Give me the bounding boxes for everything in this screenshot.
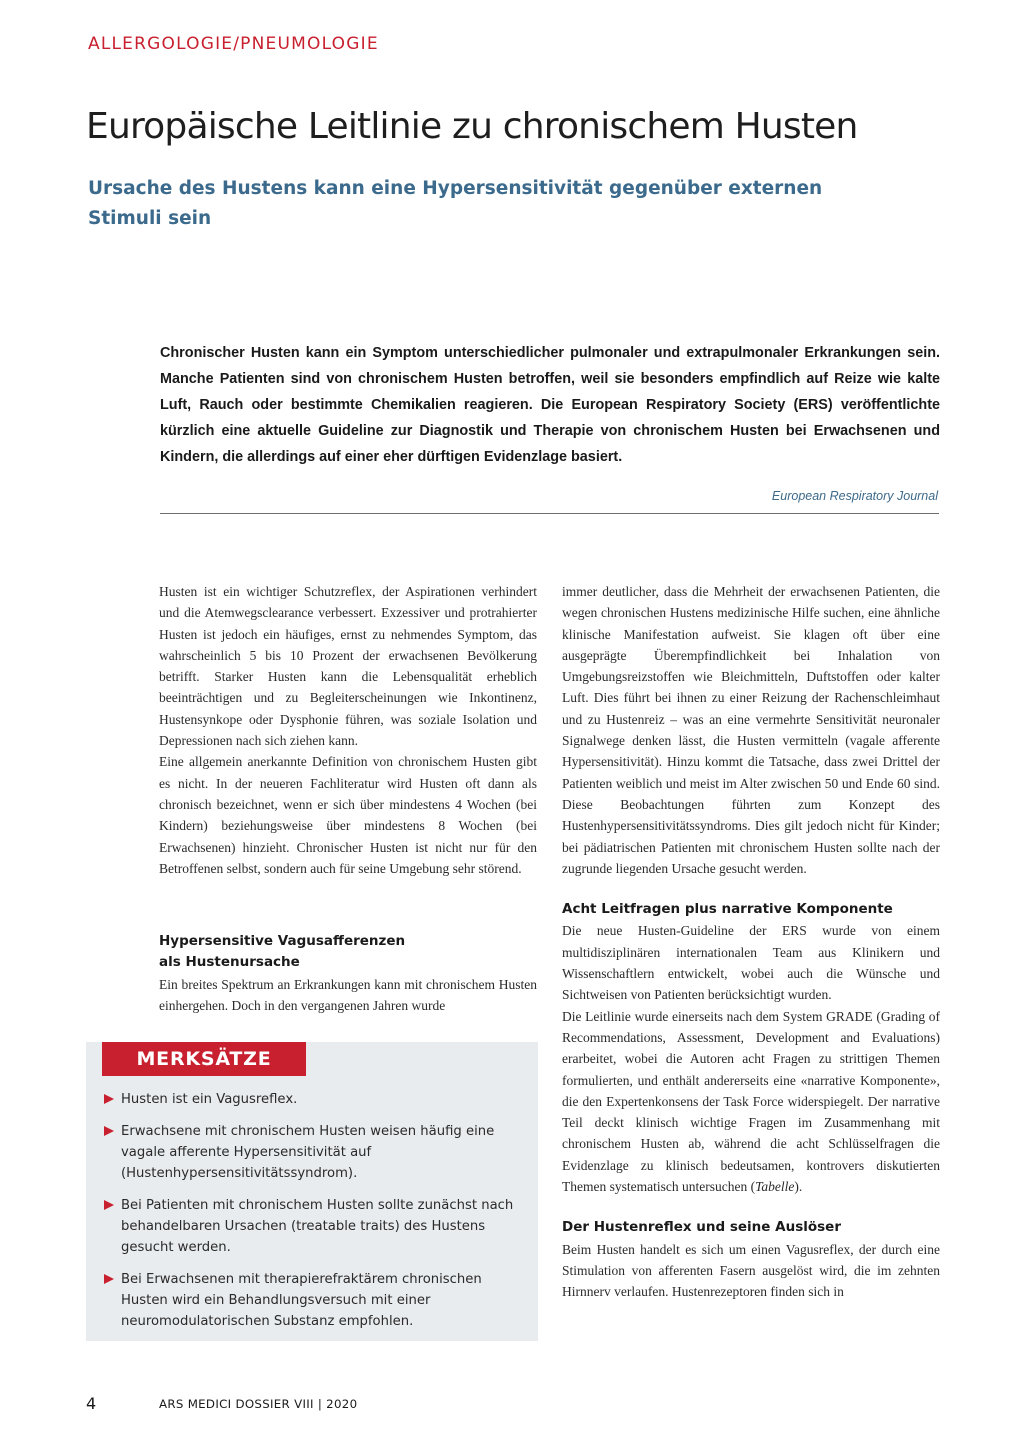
key-points-list bbox=[104, 1089, 524, 1343]
key-point-text: Bei Patienten mit chronischem Husten sollte zunächst nach behandelbaren Ursachen (treatable traits) des Hustens gesucht werden. bbox=[121, 1198, 514, 1255]
body-paragraph: Ein breites Spektrum an Erkrankungen kann mit chronischem Husten einhergehen. Doch in den vergangenen Jahren wurde bbox=[159, 976, 537, 1013]
key-point-item bbox=[104, 1269, 524, 1332]
key-point-item bbox=[104, 1121, 524, 1184]
divider-line bbox=[160, 513, 939, 514]
body-paragraph: Die neue Husten-Guideline der ERS wurde von einem multidisziplinären internationalen Team aus Klinikern und Wissenschaftlern entwickelt, wobei auch die Wünsche und Sichtweisen von Patienten berücksichtigt wurden. bbox=[562, 923, 940, 1003]
body-text: ). bbox=[794, 1179, 803, 1195]
page-number: 4 bbox=[86, 1394, 97, 1413]
journal-footer: ARS MEDICI DOSSIER VIII | 2020 bbox=[159, 1397, 358, 1411]
spacer bbox=[562, 1197, 940, 1217]
key-point-text: Bei Erwachsenen mit therapierefraktärem chronischen Husten wird ein Behandlungsversuch mit einer neuromodulatorischen Substanz empfohlen. bbox=[121, 1272, 482, 1329]
section-heading-line: als Hustenursache bbox=[159, 954, 300, 971]
article-subtitle: Ursache des Hustens kann eine Hypersensitivität gegenüber externen Stimuli sein bbox=[88, 178, 823, 229]
section-heading: Der Hustenreflex und seine Auslöser bbox=[562, 1219, 841, 1236]
triangle-bullet-icon bbox=[104, 1126, 114, 1136]
section-heading bbox=[159, 931, 537, 974]
triangle-bullet-icon bbox=[104, 1200, 114, 1210]
lead-paragraph: Chronischer Husten kann ein Symptom unterschiedlicher pulmonaler und extrapulmonaler Erkrankungen sein. Manche Patienten sind von chronischem Husten betroffen, weil sie besonders empfindlich auf Reize wie kalte Luft, Rauch oder bestimmte Chemikalien reagieren. Die European Respiratory Society (ERS) veröffentlichte kürzlich eine aktuelle Guideline zur Diagnostik und Therapie von chronischem Husten bei Erwachsenen und Kindern, die allerdings auf einer eher dürftigen Evidenzlage basiert. bbox=[160, 345, 940, 465]
body-text: Die Leitlinie wurde einerseits nach dem System GRADE (Grading of Recommendations, Assessment, Development and Evaluations) erarbeitet, wobei die Autoren acht Fragen zu strittigen Themen formulierten, und enthält andererseits eine «narrative Komponente», die den Expertenkonsens der Task Force widerspiegelt. Der narrative Teil deckt klinisch wichtige Fragen im Zusammenhang mit chronischem Husten ab, während die acht Schlüsselfragen die Evidenzlage zu klinisch bedeutsamen, kontrovers diskutierten Themen systematisch untersuchen ( bbox=[562, 1008, 940, 1195]
spacer bbox=[562, 879, 940, 899]
key-point-item bbox=[104, 1089, 524, 1110]
triangle-bullet-icon bbox=[104, 1274, 114, 1284]
section-heading: Acht Leitfragen plus narrative Komponente bbox=[562, 901, 893, 918]
body-paragraph bbox=[562, 1006, 940, 1198]
section-label: ALLERGOLOGIE/PNEUMOLOGIE bbox=[88, 34, 379, 54]
source-citation: European Respiratory Journal bbox=[771, 489, 938, 503]
body-paragraph: Beim Husten handelt es sich um einen Vagusreflex, der durch eine Stimulation von afferenten Fasern ausgelöst wird, die im zehnten Hirnnerv verlaufen. Hustenrezeptoren finden sich in bbox=[562, 1241, 940, 1300]
section-heading-line: Hypersensitive Vagusafferenzen bbox=[159, 933, 406, 949]
right-column bbox=[562, 581, 940, 1303]
body-paragraph: Eine allgemein anerkannte Definition von chronischem Husten gibt es nicht. In der neueren Fachliteratur wird Husten oft dann als chronisch bezeichnet, wenn er sich über mindestens 4 Wochen (bei Kindern) beziehungsweise über mindestens 8 Wochen (bei Erwachsenen) hinzieht. Chronischer Husten ist nicht nur für den Betroffenen selbst, sondern auch für seine Umgebung sehr störend. bbox=[159, 754, 537, 876]
body-paragraph: immer deutlicher, dass die Mehrheit der erwachsenen Patienten, die wegen chronischen Hustens medizinische Hilfe suchen, eine ähnliche klinische Manifestation aufweist. Sie klagen oft über eine ausgeprägte Überempfindlichkeit bei Inhalation von Umgebungsreizstoffen wie Bleichmitteln, Duftstoffen oder kalter Luft. Dies führt bei ihnen zu einer Reizung der Rachenschleimhaut und zu Hustenreiz – was an eine vermehrte Sensitivität neuronaler Signalwege denken lässt, die Husten vermitteln (vagale afferente Hypersensitivität). Hinzu kommt die Tatsache, dass zwei Drittel der Patienten weiblich und meist im Alter zwischen 50 und Ende 60 sind. Diese Beobachtungen führten zum Konzept des Hustenhypersensitivitätssyndroms. Dies gilt jedoch nicht für Kinder; bei pädiatrischen Patienten mit chronischem Husten sollte nach der zugrunde liegenden Ursache gesucht werden. bbox=[562, 584, 940, 876]
table-reference: Tabelle bbox=[755, 1179, 795, 1195]
key-points-label: MERKSÄTZE bbox=[102, 1042, 306, 1076]
key-point-text: Erwachsene mit chronischem Husten weisen häufig eine vagale afferente Hypersensitivität auf (Hustenhypersensitivitätssyndrom). bbox=[121, 1124, 495, 1181]
key-point-text: Husten ist ein Vagusreflex. bbox=[121, 1092, 298, 1107]
triangle-bullet-icon bbox=[104, 1094, 114, 1104]
body-paragraph: Husten ist ein wichtiger Schutzreflex, der Aspirationen verhindert und die Atemwegsclearance verbessert. Exzessiver und protrahierter Husten ist jedoch ein häufiges, ernst zu nehmendes Symptom, das wahrscheinlich 5 bis 10 Prozent der erwachsenen Bevölkerung betrifft. Starker Husten kann die Lebensqualität erheblich beeinträchtigen und zu Begleiterscheinungen wie Inkontinenz, Hustensynkope oder Dysphonie führen, was soziale Isolation und Depressionen nach sich ziehen kann. bbox=[159, 584, 537, 749]
article-title: Europäische Leitlinie zu chronischem Husten bbox=[86, 106, 858, 147]
key-point-item bbox=[104, 1195, 524, 1258]
left-column-bottom bbox=[159, 931, 537, 1016]
left-column-top bbox=[159, 581, 537, 879]
